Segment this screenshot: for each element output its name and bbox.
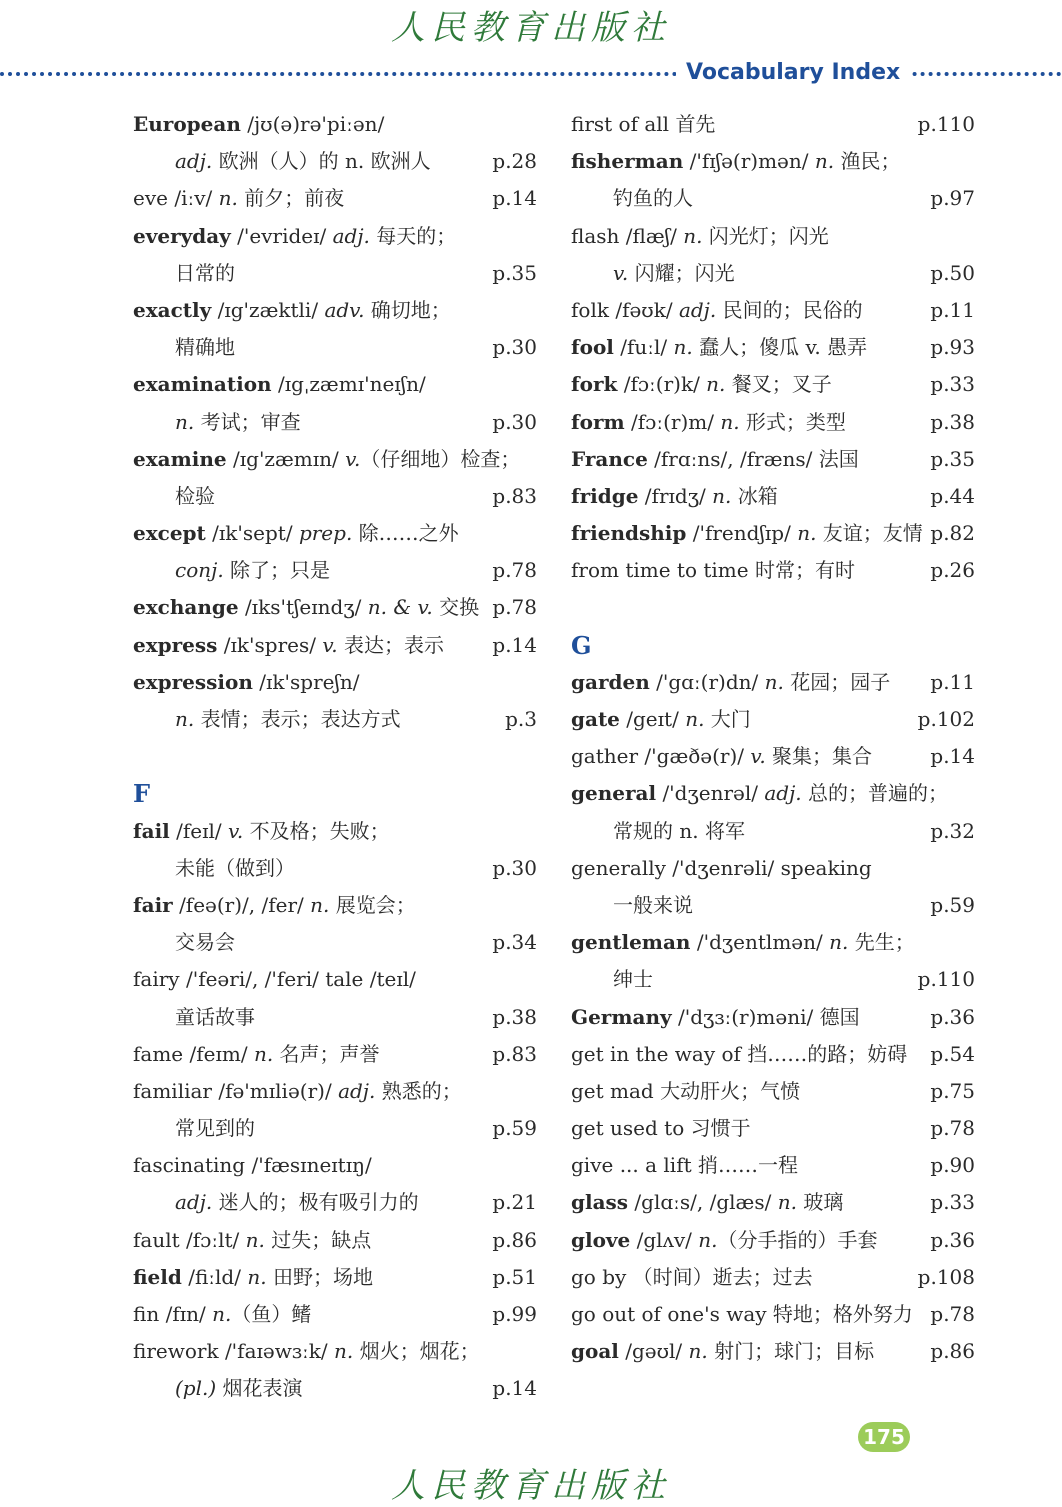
page-reference: p.33: [930, 1190, 975, 1215]
page-reference: p.78: [930, 1302, 975, 1326]
phonetic: /ɪg'zæktli/: [217, 297, 319, 322]
page-reference: p.21: [492, 1190, 537, 1215]
phonetic: /fuːl/: [620, 335, 668, 360]
definition: n. 玻璃: [777, 1190, 844, 1215]
phonetic: /fəʊk/: [615, 297, 673, 322]
entry-continuation: [133, 701, 537, 738]
headword: glass: [571, 1190, 629, 1215]
phonetic: /'fæsɪneɪtɪŋ/: [251, 1153, 372, 1178]
page-reference: p.82: [930, 521, 975, 546]
definition: adj. 每天的；: [332, 223, 457, 248]
headword: fairy: [133, 967, 180, 992]
entry-continuation: [571, 887, 975, 924]
definition: 时常；有时: [754, 558, 855, 583]
definition: n. & v. 交换: [367, 595, 480, 620]
definition: 德国: [819, 1004, 860, 1029]
headword: France: [571, 446, 648, 471]
vocab-entry: [571, 441, 975, 478]
page-reference: p.35: [492, 260, 537, 285]
headword: fascinating: [133, 1153, 246, 1178]
page-reference: p.33: [930, 372, 975, 397]
headword: exactly: [133, 297, 212, 322]
vocab-entry: [571, 1110, 975, 1147]
page-reference: p.38: [930, 409, 975, 434]
definition: 捎……一程: [698, 1153, 798, 1178]
headword: form: [571, 409, 625, 434]
definition: n. 展览会；: [310, 892, 416, 917]
phonetic: /fə'mɪliə(r)/: [218, 1078, 332, 1103]
definition: adj. 迷人的；极有吸引力的: [175, 1190, 419, 1215]
vocab-entry: [571, 701, 975, 738]
headword: exchange: [133, 595, 239, 620]
headword: express: [133, 632, 218, 657]
page-reference: p.86: [492, 1227, 537, 1252]
vocab-entry: [133, 627, 537, 664]
vocab-entry: [571, 292, 975, 329]
definition: n. 友谊；友情: [797, 521, 923, 546]
phonetic: /'dʒenrəl/: [662, 781, 759, 806]
vocab-entry: [571, 1222, 975, 1259]
page-reference: p.102: [917, 707, 975, 731]
phonetic: /flæʃ/: [625, 223, 677, 248]
definition: n. 形式；类型: [720, 409, 846, 434]
section-gap: [571, 589, 975, 626]
phonetic: /frɑːns/, /fræns/: [654, 446, 813, 471]
page-reference: p.14: [492, 1376, 537, 1401]
definition: 特地；格外努力: [772, 1302, 913, 1326]
headword: fair: [133, 892, 173, 917]
definition: n. 大门: [685, 707, 751, 731]
vocab-entry: [133, 1333, 537, 1370]
phonetic: /gəʊl/: [625, 1339, 683, 1364]
phonetic: /geɪt/: [626, 707, 679, 731]
entry-continuation: [133, 404, 537, 441]
definition: 童话故事: [175, 1004, 255, 1029]
headword: get mad: [571, 1078, 654, 1103]
headword: first of all: [571, 112, 670, 136]
phonetic: /ɪks'tʃeɪndʒ/: [244, 595, 362, 620]
page-reference: p.78: [492, 558, 537, 583]
definition: 一般来说: [613, 892, 693, 917]
vocab-entry: [133, 292, 537, 329]
page-reference: p.51: [492, 1264, 537, 1289]
definition: n. 过失；缺点: [245, 1227, 372, 1252]
vocab-entry: [571, 738, 975, 775]
phonetic: /fɔː(r)m/: [631, 409, 714, 434]
vocab-entry: [571, 1147, 975, 1184]
headword: examination: [133, 372, 272, 397]
page-reference: p.93: [930, 335, 975, 360]
vocab-entry: [571, 1036, 975, 1073]
definition: 未能（做到）: [175, 855, 295, 880]
phonetic: /glɑːs/, /glæs/: [634, 1190, 772, 1215]
entry-continuation: [133, 255, 537, 292]
section-gap: [133, 738, 537, 775]
section-letter: G: [571, 630, 592, 660]
phonetic: /iːv/: [174, 186, 213, 211]
page-reference: p.36: [930, 1227, 975, 1252]
headword: general: [571, 781, 657, 806]
page-reference: p.90: [930, 1153, 975, 1178]
page-reference: p.110: [917, 967, 975, 992]
vocab-entry: [133, 1073, 537, 1110]
definition: 首先: [675, 112, 716, 136]
vocab-entry: [133, 813, 537, 850]
definition: n. 表情；表示；表达方式: [175, 707, 401, 731]
definition: n. 冰箱: [712, 483, 778, 508]
headword: glove: [571, 1227, 631, 1252]
phonetic: /'dʒenrəli/ speaking: [672, 855, 872, 880]
page-reference: p.34: [492, 930, 537, 955]
headword: goal: [571, 1339, 619, 1364]
vocab-entry: [571, 775, 975, 812]
vocab-entry: [571, 1184, 975, 1221]
vocab-entry: [571, 106, 975, 143]
headword: garden: [571, 669, 650, 694]
page-reference: p.30: [492, 409, 537, 434]
page-reference: p.30: [492, 335, 537, 360]
entry-continuation: [133, 924, 537, 961]
vocab-entry: [133, 1296, 537, 1333]
definition: n. 蠢人；傻瓜 v. 愚弄: [673, 335, 868, 360]
vocab-entry: [571, 1333, 975, 1370]
vocab-entry: [133, 1259, 537, 1296]
phonetic: /'dʒentlmən/: [696, 930, 823, 955]
definition: v.（仔细地）检查；: [345, 446, 521, 471]
definition: 常见到的: [175, 1116, 255, 1141]
definition: n. 先生；: [829, 930, 915, 955]
vocab-entry: [571, 404, 975, 441]
vocab-entry: [571, 1073, 975, 1110]
page-reference: p.32: [930, 818, 975, 843]
page-reference: p.3: [505, 707, 537, 731]
headword: fisherman: [571, 149, 684, 174]
publisher-logo-bottom: 人民教育出版社: [391, 1466, 671, 1506]
headword: folk: [571, 297, 609, 322]
entry-continuation: [133, 478, 537, 515]
page-reference: p.78: [492, 595, 537, 620]
phonetic: /'evrideɪ/: [237, 223, 327, 248]
definition: 交易会: [175, 930, 235, 955]
headword: give ... a lift: [571, 1153, 692, 1178]
page-reference: p.38: [492, 1004, 537, 1029]
definition: (pl.) 烟花表演: [175, 1376, 303, 1401]
definition: n. 闪光灯；闪光: [683, 223, 829, 248]
publisher-logo-top: 人民教育出版社: [391, 8, 671, 48]
page-reference: p.86: [930, 1339, 975, 1364]
definition: 习惯于: [690, 1116, 751, 1141]
vocab-entry: [571, 999, 975, 1036]
definition: n. 名声；声誉: [253, 1041, 380, 1066]
headword: get used to: [571, 1116, 685, 1141]
vocab-entry: [571, 850, 975, 887]
entry-continuation: [133, 1110, 537, 1147]
entry-continuation: [133, 552, 537, 589]
vocab-entry: [133, 106, 537, 143]
phonetic: /'gæðə(r)/: [644, 744, 745, 769]
headword: go out of one's way: [571, 1302, 767, 1326]
entry-continuation: [133, 999, 537, 1036]
page-reference: p.14: [930, 744, 975, 769]
page-reference: p.30: [492, 855, 537, 880]
section-title: Vocabulary Index: [676, 58, 910, 88]
vocab-entry: [133, 961, 537, 998]
vocab-entry: [571, 924, 975, 961]
definition: n. 花园；园子: [764, 669, 891, 694]
definition: （时间）逝去；过去: [632, 1264, 813, 1289]
vocab-entry: [133, 366, 537, 403]
headword: examine: [133, 446, 227, 471]
entry-continuation: [133, 1370, 537, 1407]
page-reference: p.83: [492, 1041, 537, 1066]
phonetic: /ɪgˌzæmɪ'neɪʃn/: [277, 372, 426, 397]
definition: 法国: [818, 446, 859, 471]
page-reference: p.83: [492, 483, 537, 508]
vocab-entry: [133, 1036, 537, 1073]
headword: from time to time: [571, 558, 749, 583]
vocab-entry: [133, 589, 537, 626]
vocab-entry: [571, 329, 975, 366]
definition: 检验: [175, 483, 215, 508]
phonetic: /fɪn/: [165, 1302, 206, 1326]
definition: 挡……的路；妨碍: [747, 1041, 908, 1066]
phonetic: /fiːld/: [188, 1264, 241, 1289]
vocab-entry: [133, 441, 537, 478]
vocab-entry: [571, 218, 975, 255]
headword: European: [133, 112, 241, 136]
headword: fail: [133, 818, 170, 843]
phonetic: /'frendʃɪp/: [692, 521, 791, 546]
left-column: [133, 106, 537, 1408]
entry-continuation: [133, 143, 537, 180]
headword: fork: [571, 372, 618, 397]
vocab-entry: [571, 143, 975, 180]
definition: 日常的: [175, 260, 235, 285]
phonetic: /fɔːlt/: [186, 1227, 240, 1252]
phonetic: /'gɑː(r)dn/: [656, 669, 759, 694]
page-reference: p.35: [930, 446, 975, 471]
definition: n. 渔民；: [814, 149, 901, 174]
phonetic: /ɪk'spres/: [223, 632, 316, 657]
headword: generally: [571, 855, 666, 880]
phonetic: /ɪk'spreʃn/: [259, 669, 360, 694]
entry-continuation: [571, 180, 975, 217]
headword: eve: [133, 186, 168, 211]
phonetic: /'dʒɜː(r)məni/: [677, 1004, 814, 1029]
vocab-entry: [571, 515, 975, 552]
page-reference: p.75: [930, 1078, 975, 1103]
definition: v. 聚集；集合: [750, 744, 873, 769]
definition: prep. 除……之外: [298, 521, 459, 546]
page-reference: p.28: [492, 149, 537, 174]
definition: 钓鱼的人: [613, 186, 693, 211]
headword: go by: [571, 1264, 627, 1289]
definition: 绅士: [613, 967, 653, 992]
entry-continuation: [571, 961, 975, 998]
page-reference: p.54: [930, 1041, 975, 1066]
vocab-entry: [571, 366, 975, 403]
definition: 常规的 n. 将军: [613, 818, 745, 843]
phonetic: /glʌv/: [636, 1227, 692, 1252]
definition: adj. 熟悉的；: [338, 1078, 462, 1103]
headword: fool: [571, 335, 614, 360]
headword: Germany: [571, 1004, 672, 1029]
headword: expression: [133, 669, 253, 694]
right-column: [571, 106, 975, 1370]
definition: adv. 确切地；: [324, 297, 451, 322]
page-reference: p.59: [492, 1116, 537, 1141]
vocab-entry: [133, 887, 537, 924]
definition: adj. 民间的；民俗的: [678, 297, 863, 322]
vocab-entry: [133, 664, 537, 701]
definition: n. 餐叉；叉子: [706, 372, 832, 397]
page-reference: p.26: [930, 558, 975, 583]
definition: n. 射门；球门；目标: [688, 1339, 875, 1364]
entry-continuation: [571, 255, 975, 292]
definition: n.（分手指的）手套: [698, 1227, 878, 1252]
headword: gather: [571, 744, 639, 769]
phonetic: /feɪm/: [189, 1041, 248, 1066]
headword: everyday: [133, 223, 231, 248]
headword: field: [133, 1264, 182, 1289]
definition: v. 不及格；失败；: [228, 818, 390, 843]
definition: n. 考试；审查: [175, 409, 301, 434]
headword: fin: [133, 1302, 160, 1326]
phonetic: /'feəri/, /'feri/ tale /teɪl/: [185, 967, 416, 992]
definition: conj. 除了；只是: [175, 558, 331, 583]
definition: adj. 欧洲（人）的 n. 欧洲人: [175, 149, 431, 174]
definition: v. 闪耀；闪光: [613, 260, 735, 285]
entry-continuation: [133, 1184, 537, 1221]
definition: n. 田野；场地: [247, 1264, 373, 1289]
definition: n. 前夕；前夜: [218, 186, 345, 211]
definition: v. 表达；表示: [322, 632, 445, 657]
phonetic: /feə(r)/, /fer/: [179, 892, 304, 917]
vocab-entry: [133, 515, 537, 552]
phonetic: /feɪl/: [176, 818, 222, 843]
headword: firework: [133, 1339, 219, 1364]
headword: gate: [571, 707, 620, 731]
page-reference: p.44: [930, 483, 975, 508]
page-number-badge: 175: [858, 1422, 910, 1452]
headword: fame: [133, 1041, 184, 1066]
vocab-entry: [133, 1222, 537, 1259]
headword: fridge: [571, 483, 639, 508]
page-reference: p.11: [930, 297, 975, 322]
vocab-entry: [571, 1259, 975, 1296]
section-letter: F: [133, 779, 151, 809]
entry-continuation: [571, 813, 975, 850]
phonetic: /jʊ(ə)rə'piːən/: [247, 112, 385, 136]
definition: 精确地: [175, 335, 235, 360]
page-reference: p.99: [492, 1302, 537, 1326]
headword: familiar: [133, 1078, 212, 1103]
phonetic: /'fɪʃə(r)mən/: [689, 149, 809, 174]
page-reference: p.59: [930, 892, 975, 917]
vocab-entry: [571, 552, 975, 589]
phonetic: /frɪdʒ/: [644, 483, 706, 508]
headword: friendship: [571, 521, 687, 546]
page-reference: p.50: [930, 260, 975, 285]
phonetic: /ɪk'sept/: [212, 521, 293, 546]
vocab-entry: [571, 478, 975, 515]
definition: adj. 总的；普遍的；: [764, 781, 949, 806]
page-reference: p.14: [492, 632, 537, 657]
headword: gentleman: [571, 930, 691, 955]
page-reference: p.110: [917, 112, 975, 136]
definition: 大动肝火；气愤: [660, 1078, 801, 1103]
page-reference: p.11: [930, 669, 975, 694]
headword: fault: [133, 1227, 180, 1252]
phonetic: /ɪg'zæmɪn/: [233, 446, 339, 471]
headword: except: [133, 521, 206, 546]
vocab-entry: [133, 180, 537, 217]
page-reference: p.36: [930, 1004, 975, 1029]
entry-continuation: [133, 329, 537, 366]
page-reference: p.14: [492, 186, 537, 211]
headword: get in the way of: [571, 1041, 741, 1066]
definition: n.（鱼）鳍: [212, 1302, 312, 1326]
vocab-entry: [571, 1296, 975, 1333]
vocab-entry: [133, 218, 537, 255]
page-reference: p.97: [930, 186, 975, 211]
page-reference: p.108: [917, 1264, 975, 1289]
vocab-entry: [571, 664, 975, 701]
vocab-entry: [133, 1147, 537, 1184]
entry-continuation: [133, 850, 537, 887]
headword: flash: [571, 223, 620, 248]
definition: n. 烟火；烟花；: [333, 1339, 480, 1364]
phonetic: /'faɪəwɜːk/: [224, 1339, 328, 1364]
phonetic: /fɔː(r)k/: [623, 372, 700, 397]
page-reference: p.78: [930, 1116, 975, 1141]
